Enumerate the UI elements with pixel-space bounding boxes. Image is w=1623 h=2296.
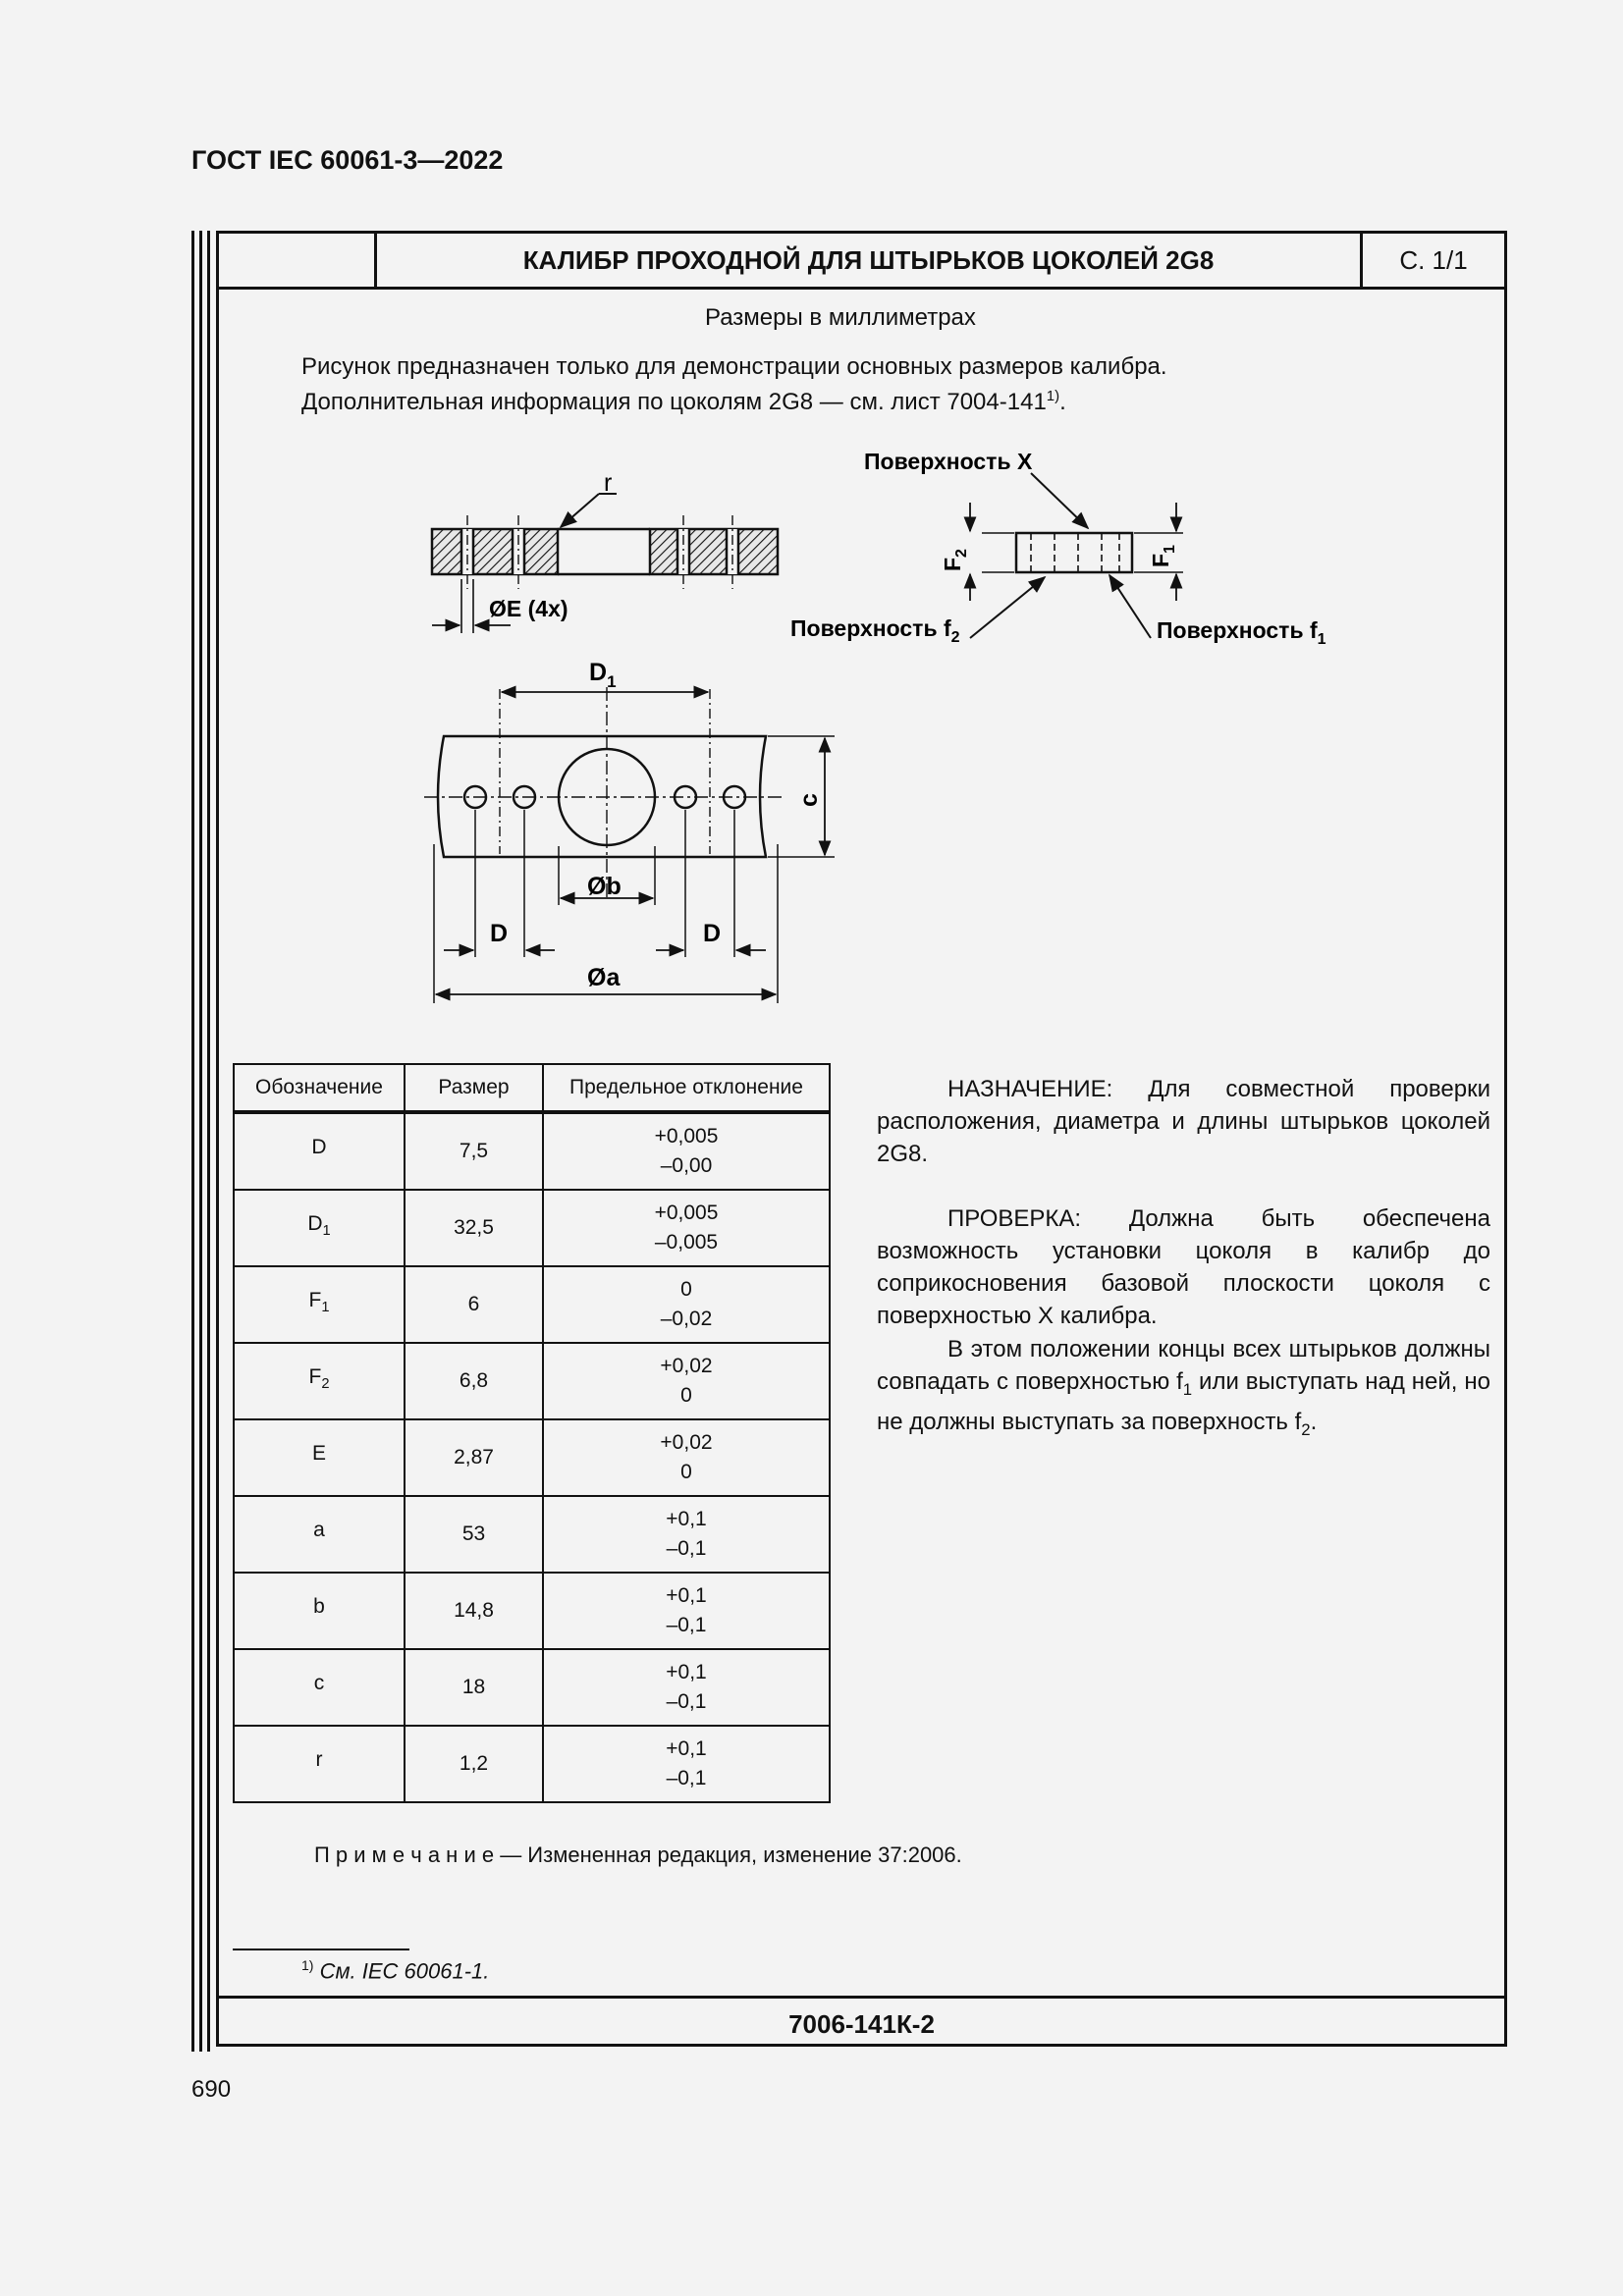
label-a: Øa xyxy=(587,964,621,991)
table-row xyxy=(234,1726,830,1802)
row-size: 53 xyxy=(405,1496,543,1573)
row-symbol: c xyxy=(313,1672,325,1695)
table-row xyxy=(234,1573,830,1649)
label-D1: $D_1$ xyxy=(589,659,617,691)
header-symbol: Обозначение xyxy=(234,1064,405,1112)
footnote-divider xyxy=(233,1949,409,1950)
table-header-row xyxy=(234,1064,830,1112)
label-r: r xyxy=(604,469,613,497)
row-tolerance: +0,005 –0,005 xyxy=(543,1190,830,1266)
row-size: 6,8 xyxy=(405,1343,543,1419)
row-size: 14,8 xyxy=(405,1573,543,1649)
row-symbol: r xyxy=(315,1748,323,1772)
footnote xyxy=(301,1957,489,1984)
purpose-paragraph: НАЗНАЧЕНИЕ: Для совместной проверки расположения, диаметра и длины штырьков цоколей 2G8. xyxy=(877,1076,1490,1167)
row-symbol: a xyxy=(313,1519,325,1542)
table-row: $D_1$ 32,5 +0,005 –0,005 xyxy=(234,1190,830,1266)
row-size: 1,2 xyxy=(405,1726,543,1802)
label-D-left: D xyxy=(490,920,509,947)
row-symbol: D xyxy=(307,1212,323,1236)
table-row: $F_2$ 6,8 +0,02 0 xyxy=(234,1343,830,1419)
section-view xyxy=(432,494,778,633)
row-tolerance: +0,02 0 xyxy=(543,1343,830,1419)
label-F2: $F_2$ xyxy=(940,549,970,571)
label-b: Øb xyxy=(587,873,622,900)
gauge-drawing xyxy=(0,0,1623,1041)
row-symbol: F xyxy=(308,1365,322,1389)
row-size: 2,87 xyxy=(405,1419,543,1496)
table-row xyxy=(234,1419,830,1496)
footnote-ref: 1) xyxy=(1046,388,1060,404)
table-row xyxy=(234,1649,830,1726)
sheet-code: 7006-141К-2 xyxy=(219,1996,1504,2050)
label-surface-f1: Поверхность $f_1$ xyxy=(1157,617,1326,648)
row-tolerance: 0 –0,02 xyxy=(543,1266,830,1343)
row-symbol: D xyxy=(311,1136,327,1159)
row-symbol: b xyxy=(313,1595,325,1619)
units-note: Размеры в миллиметрах xyxy=(705,304,976,331)
table-row xyxy=(234,1496,830,1573)
label-surface-f2: Поверхность $f_2$ xyxy=(790,615,960,646)
row-size: 7,5 xyxy=(405,1112,543,1190)
page-number: 690 xyxy=(191,2076,232,2103)
row-size: 32,5 xyxy=(405,1190,543,1266)
label-D-right: D xyxy=(703,920,722,947)
check-paragraph: ПРОВЕРКА: Должна быть обеспечена возможность установки цоколя в калибр до соприкосновения базовой плоскости цоколя с поверхностью X калибра. xyxy=(877,1205,1490,1329)
row-size: 6 xyxy=(405,1266,543,1343)
dimensions-table xyxy=(233,1063,831,1803)
label-F1: $F_1$ xyxy=(1148,545,1178,567)
row-tolerance: +0,02 0 xyxy=(543,1419,830,1496)
row-tolerance: +0,1 –0,1 xyxy=(543,1496,830,1573)
label-c: c xyxy=(795,793,823,807)
table-row xyxy=(234,1112,830,1190)
sheet-title: КАЛИБР ПРОХОДНОЙ ДЛЯ ШТЫРЬКОВ ЦОКОЛЕЙ 2G8 xyxy=(377,234,1363,287)
page-label: С. 1/1 xyxy=(1399,245,1468,275)
row-size: 18 xyxy=(405,1649,543,1726)
row-symbol: E xyxy=(311,1442,326,1466)
table-row: $F_1$ 6 0 –0,02 xyxy=(234,1266,830,1343)
header-tolerance: Предельное отклонение xyxy=(543,1064,830,1112)
intro-line-2: Дополнительная информация по цоколям 2G8 — см. лист 7004-141$^{1)}$. xyxy=(301,388,1066,415)
footnote-text: См. IEC 60061-1. xyxy=(319,1958,490,1984)
row-tolerance: +0,1 –0,1 xyxy=(543,1726,830,1802)
row-symbol: F xyxy=(308,1289,322,1312)
position-paragraph: В этом положении концы всех штырьков должны совпадать с поверхностью $f_1$ или выступать над ней, но не должны выступать за поверхность $f_2$. xyxy=(877,1336,1490,1439)
row-tolerance: +0,1 –0,1 xyxy=(543,1649,830,1726)
note: П р и м е ч а н и е — Измененная редакция, изменение 37:2006. xyxy=(314,1842,962,1867)
row-tolerance: +0,005 –0,00 xyxy=(543,1112,830,1190)
label-surface-x: Поверхность X xyxy=(864,449,1033,474)
label-E: ØE (4x) xyxy=(489,596,568,621)
document-code: ГОСТ IEC 60061-3—2022 xyxy=(191,145,504,175)
plan-view xyxy=(424,687,835,1003)
header-size: Размер xyxy=(405,1064,543,1112)
intro-line-1: Рисунок предназначен только для демонстрации основных размеров калибра. xyxy=(301,353,1167,380)
row-tolerance: +0,1 –0,1 xyxy=(543,1573,830,1649)
footnote-marker: 1) xyxy=(301,1957,314,1973)
